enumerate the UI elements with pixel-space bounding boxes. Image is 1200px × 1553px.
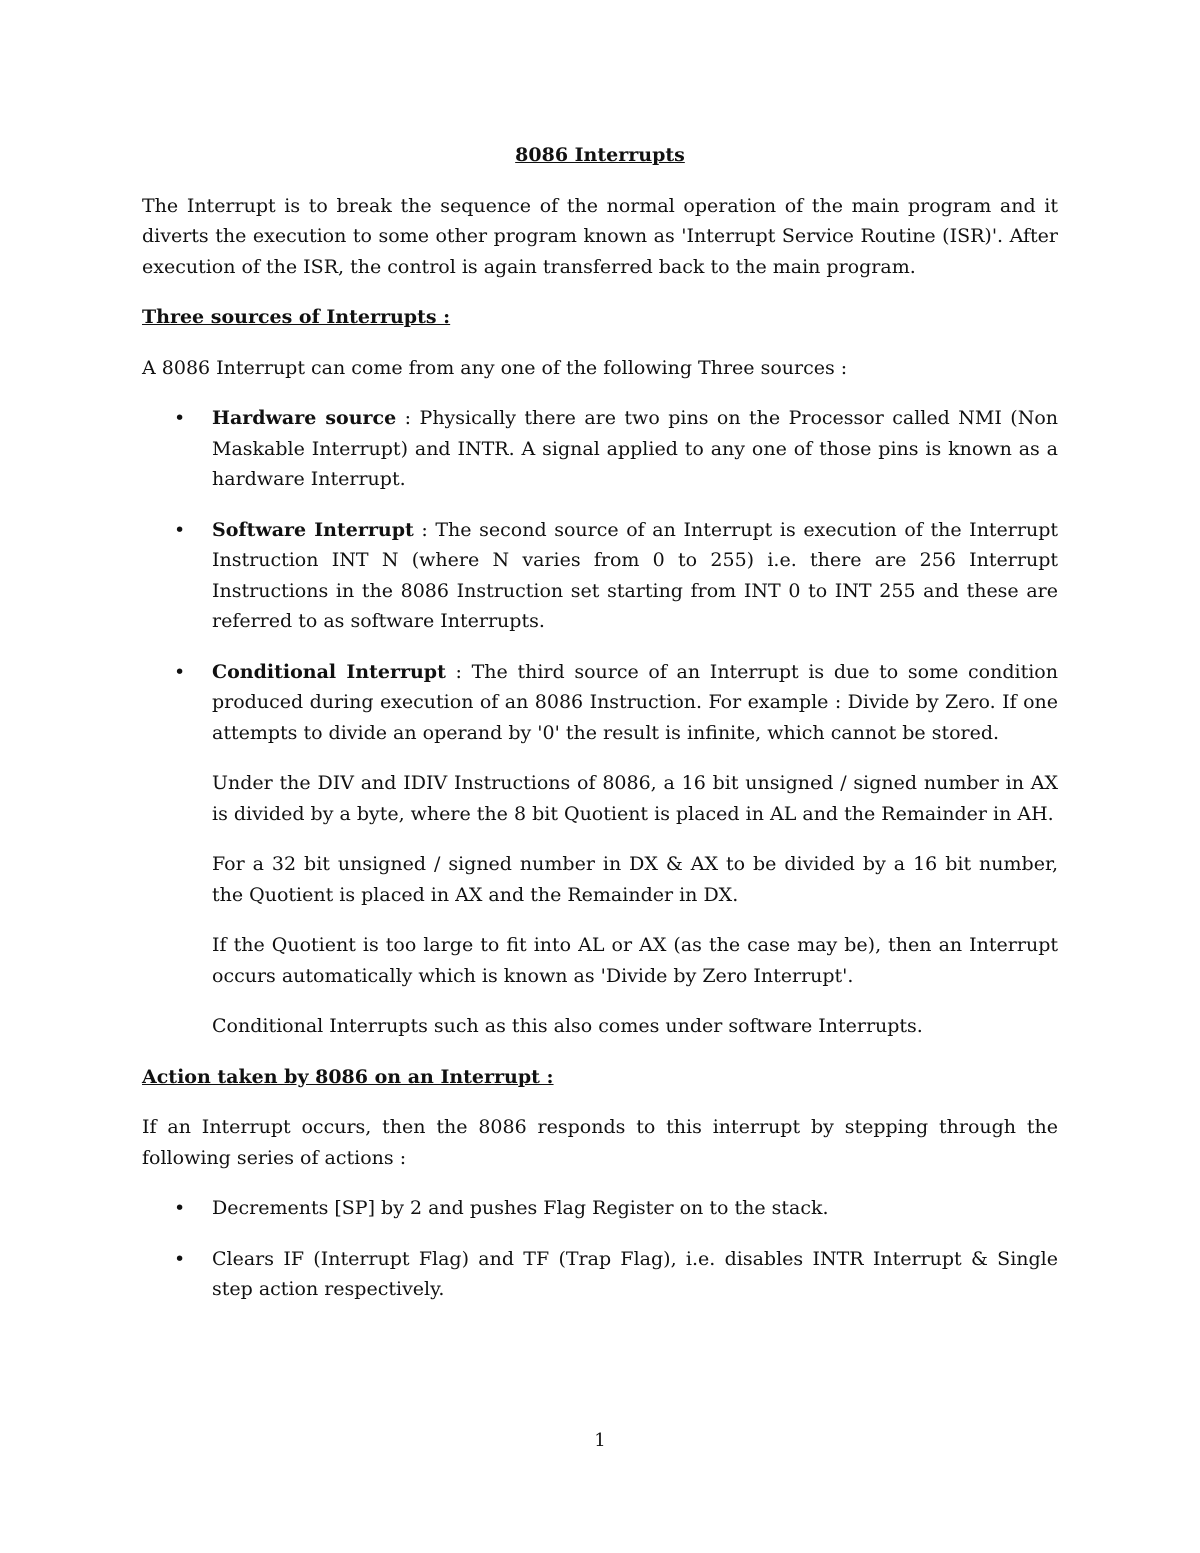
conditional-detail-paragraph: If the Quotient is too large to fit into AL or AX (as the case may be), then an Interrupt occurs automatically which is known as 'Divide by Zero Interrupt'. (212, 934, 1058, 987)
bullet-icon: • (174, 518, 186, 541)
source-term: Software Interrupt (212, 518, 414, 541)
source-text: : The second source of an Interrupt is execution of the Interrupt Instruction INT N (where N varies from 0 to 255) i.e. there are 256 Interrupt Instructions in the 8086 Instruction set starting from INT 0 to INT 255 and these are referred to as software Interrupts. (212, 518, 1059, 632)
sources-list (142, 403, 1058, 748)
action-heading: Action taken by 8086 on an Interrupt : (142, 1065, 554, 1088)
intro-paragraph: The Interrupt is to break the sequence of the normal operation of the main program and it diverts the execution to some other program known as 'Interrupt Service Routine (ISR)'. After execution of the ISR, the control is again transferred back to the main program. (142, 194, 1058, 278)
conditional-detail-paragraph: For a 32 bit unsigned / signed number in DX & AX to be divided by a 16 bit number, the Quotient is placed in AX and the Remainder in DX. (212, 853, 1058, 906)
bullet-icon: • (174, 660, 186, 683)
action-text: Clears IF (Interrupt Flag) and TF (Trap Flag), i.e. disables INTR Interrupt & Single step action respectively. (212, 1247, 1058, 1300)
sources-heading: Three sources of Interrupts : (142, 306, 451, 328)
page-title: 8086 Interrupts (515, 144, 685, 166)
list-item (142, 1193, 1058, 1224)
action-list (142, 1193, 1058, 1305)
source-term: Hardware source (212, 407, 397, 429)
action-lead: If an Interrupt occurs, then the 8086 responds to this interrupt by stepping through the following series of actions : (142, 1116, 1058, 1169)
source-text: : Physically there are two pins on the Processor called NMI (Non Maskable Interrupt) and INTR. A signal applied to any one of those pins is known as a hardware Interrupt. (212, 407, 1059, 490)
list-item (142, 515, 1058, 637)
sources-lead: A 8086 Interrupt can come from any one of the following Three sources : (142, 356, 848, 379)
conditional-detail-paragraph: Conditional Interrupts such as this also comes under software Interrupts. (212, 1015, 923, 1037)
bullet-icon: • (174, 1247, 186, 1270)
page-number: 1 (594, 1430, 606, 1451)
bullet-icon: • (174, 1197, 186, 1219)
list-item (142, 403, 1058, 495)
source-text: : The third source of an Interrupt is due to some condition produced during execution of an 8086 Instruction. For example : Divide by Zero. If one attempts to divide an operand by '0' the result is infinite, which cannot be stored. (212, 660, 1058, 744)
source-term: Conditional Interrupt (212, 660, 446, 683)
list-item (142, 1244, 1058, 1305)
document-page (142, 140, 1058, 1325)
action-text: Decrements [SP] by 2 and pushes Flag Register on to the stack. (212, 1197, 829, 1219)
bullet-icon: • (174, 407, 186, 429)
conditional-detail-paragraph: Under the DIV and IDIV Instructions of 8086, a 16 bit unsigned / signed number in AX is divided by a byte, where the 8 bit Quotient is placed in AL and the Remainder in AH. (212, 772, 1058, 825)
list-item (142, 657, 1058, 749)
